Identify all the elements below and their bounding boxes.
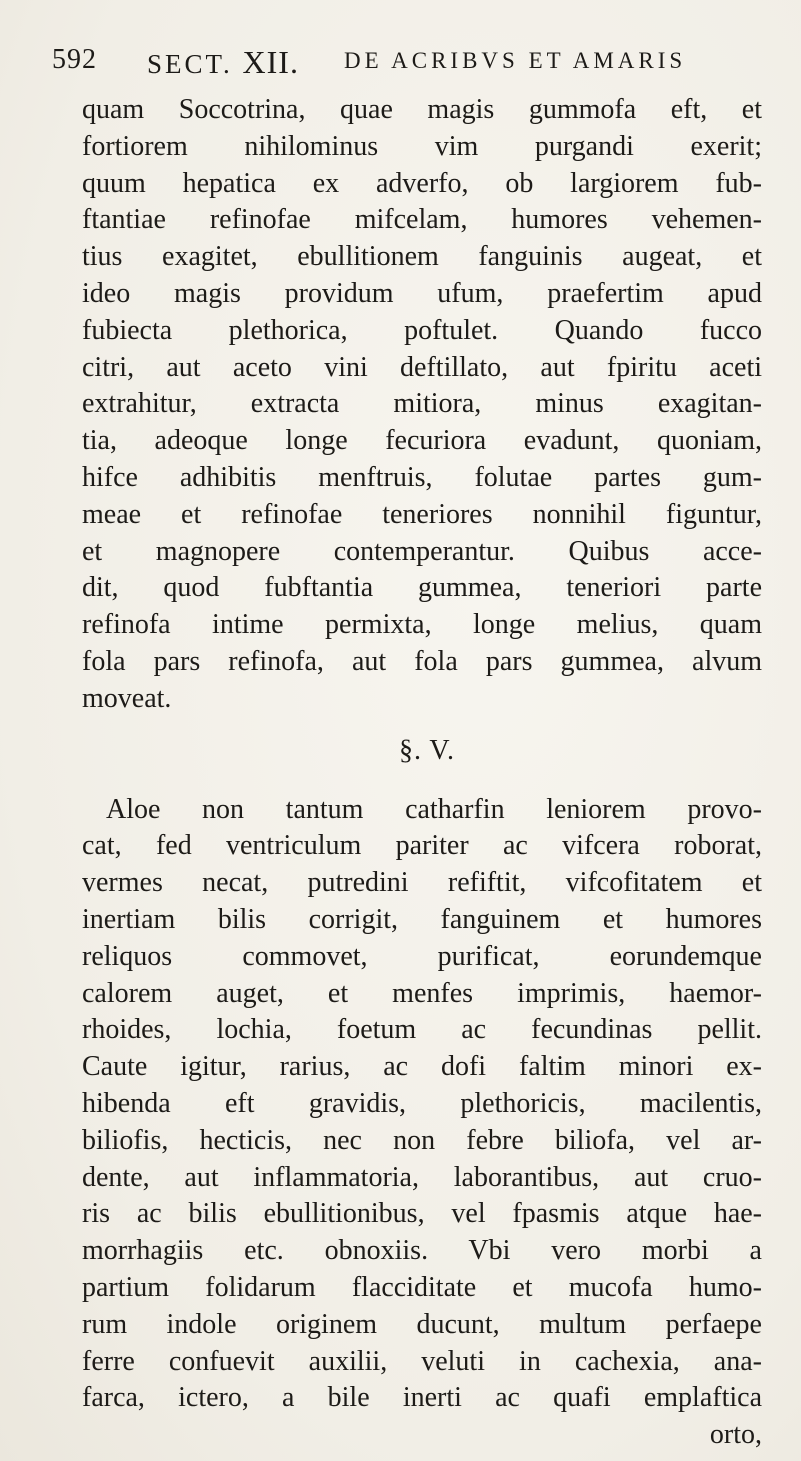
text-line: ferre confuevit auxilii, veluti in cachexia, ana- <box>82 1345 762 1377</box>
text-line: rhoides, lochia, foetum ac fecundinas pellit. <box>82 1014 762 1046</box>
section-numeral: XII. <box>242 44 299 80</box>
text-line: fubiecta plethorica, poftulet. Quando fucco <box>82 314 762 346</box>
text-line: ftantiae refinofae mifcelam, humores vehemen- <box>82 204 762 236</box>
body-text <box>82 92 762 1454</box>
text-line: tia, adeoque longe fecuriora evadunt, quoniam, <box>82 425 762 457</box>
section-heading: §. V. <box>398 734 456 766</box>
running-head <box>52 42 772 82</box>
text-line: citri, aut aceto vini deftillato, aut fpiritu aceti <box>82 351 762 383</box>
text-line: Caute igitur, rarius, ac dofi faltim minori ex- <box>82 1051 762 1083</box>
text-line: fola pars refinofa, aut fola pars gummea, alvum <box>82 645 762 677</box>
text-line: calorem auget, et menfes imprimis, haemor- <box>82 977 762 1009</box>
text-line: meae et refinofae teneriores nonnihil figuntur, <box>82 498 762 530</box>
catchword: orto, <box>709 1419 762 1451</box>
text-line: biliofis, hecticis, nec non febre biliofa, vel ar- <box>82 1124 762 1156</box>
text-line: hifce adhibitis menftruis, folutae partes gum- <box>82 461 762 493</box>
running-title: DE ACRIBVS ET AMARIS <box>344 48 687 73</box>
text-line: rum indole originem ducunt, multum perfaepe <box>82 1308 762 1340</box>
text-line: cat, fed ventriculum pariter ac vifcera roborat, <box>82 830 762 862</box>
paragraph-2 <box>82 792 762 1454</box>
text-line: tius exagitet, ebullitionem fanguinis augeat, et <box>82 241 762 273</box>
text-line: fortiorem nihilominus vim purgandi exerit; <box>82 130 762 162</box>
text-line: et magnopere contemperantur. Quibus acce- <box>82 535 762 567</box>
text-line: Aloe non tantum catharfin leniorem provo- <box>106 793 762 825</box>
text-line: ris ac bilis ebullitionibus, vel fpasmis atque hae- <box>82 1198 762 1230</box>
text-line: farca, ictero, a bile inerti ac quafi emplaftica <box>82 1382 762 1414</box>
section-word: SECT. <box>147 49 233 79</box>
paragraph-1 <box>82 92 762 718</box>
section-label <box>147 44 299 81</box>
text-line: moveat. <box>82 682 172 714</box>
spacer <box>82 778 762 792</box>
page-number: 592 <box>52 44 97 75</box>
text-line: quam Soccotrina, quae magis gummofa eft, et <box>82 94 762 125</box>
text-line: partium folidarum flacciditate et mucofa humo- <box>82 1271 762 1303</box>
text-line: inertiam bilis corrigit, fanguinem et humores <box>82 903 762 935</box>
text-line: reliquos commovet, purificat, eorundemque <box>82 940 762 972</box>
text-line: vermes necat, putredini refiftit, vifcofitatem et <box>82 867 762 899</box>
text-line: morrhagiis etc. obnoxiis. Vbi vero morbi a <box>82 1235 762 1267</box>
text-line: ideo magis providum ufum, praefertim apud <box>82 277 762 309</box>
text-line: quum hepatica ex adverfo, ob largiorem fub- <box>82 167 762 199</box>
text-line: dente, aut inflammatoria, laborantibus, aut cruo- <box>82 1161 762 1193</box>
text-line: refinofa intime permixta, longe melius, quam <box>82 609 762 641</box>
text-line: extrahitur, extracta mitiora, minus exagitan- <box>82 388 762 420</box>
text-line: dit, quod fubftantia gummea, teneriori parte <box>82 572 762 604</box>
text-line: hibenda eft gravidis, plethoricis, macilentis, <box>82 1087 762 1119</box>
